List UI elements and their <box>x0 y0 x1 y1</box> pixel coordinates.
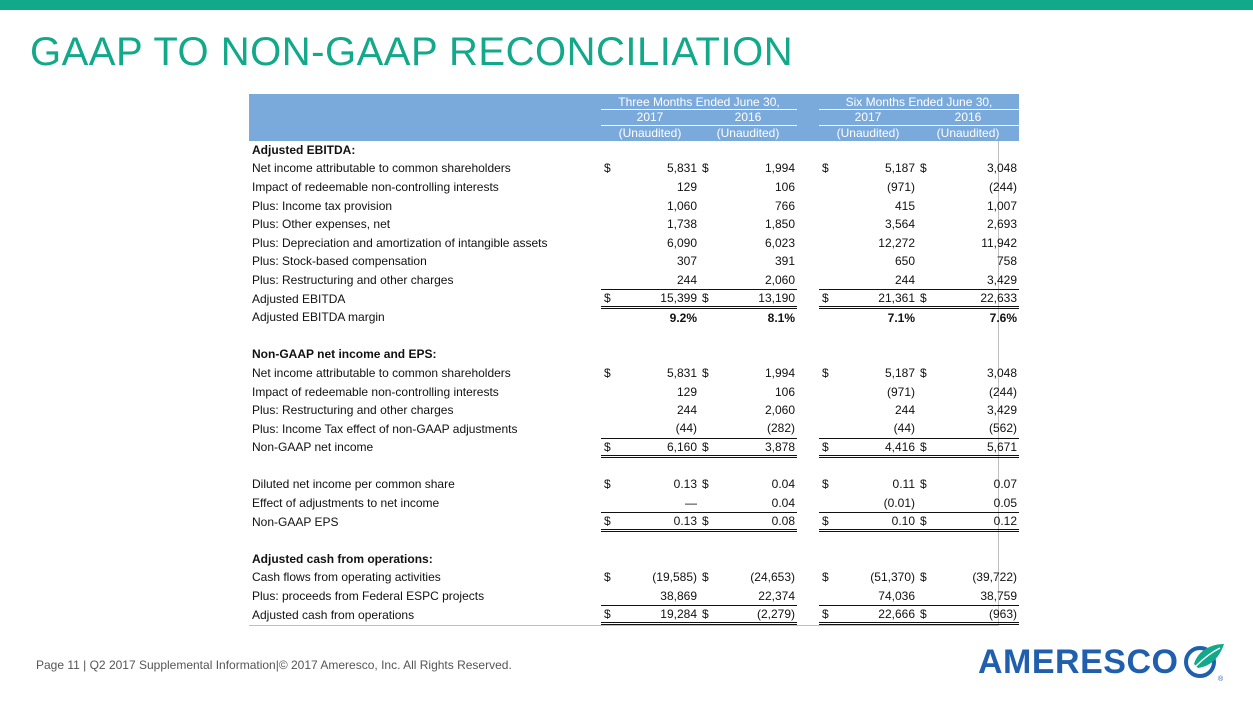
row-label: Diluted net income per common share <box>252 477 455 492</box>
dollar-sign <box>917 233 937 252</box>
dollar-sign: $ <box>604 477 611 492</box>
dollar-sign <box>699 196 719 215</box>
table-row <box>249 401 1019 420</box>
value-cell: 6,090 <box>666 235 697 250</box>
dollar-sign: $ <box>699 289 719 308</box>
value-cell: 0.07 <box>993 477 1018 492</box>
value-cell: 6,023 <box>764 235 795 250</box>
value-cell: (963) <box>937 605 1019 624</box>
dollar-sign <box>601 215 621 234</box>
header-year: 2017 <box>819 110 917 126</box>
dollar-sign <box>699 252 719 271</box>
row-label: Plus: Income tax provision <box>252 198 393 213</box>
row-label: Plus: Depreciation and amortization of intangible assets <box>252 235 548 250</box>
value-cell: 2,060 <box>764 403 795 418</box>
value-cell: 6,160 <box>621 438 699 457</box>
value-cell: 129 <box>676 384 697 399</box>
dollar-sign <box>699 233 719 252</box>
dollar-sign <box>699 382 719 401</box>
value-cell: 0.10 <box>839 512 917 531</box>
value-cell: (51,370) <box>870 570 915 585</box>
row-label: Plus: proceeds from Federal ESPC projects <box>252 589 485 604</box>
dollar-sign <box>699 178 719 197</box>
row-label: Plus: Restructuring and other charges <box>252 403 454 418</box>
dollar-sign <box>601 196 621 215</box>
dollar-sign <box>699 419 719 438</box>
header-row-years <box>249 110 1019 126</box>
value-cell: 0.12 <box>937 512 1019 531</box>
value-cell: 3,429 <box>986 403 1018 418</box>
table-row <box>249 215 1019 234</box>
table-row <box>249 252 1019 271</box>
dollar-sign <box>917 215 937 234</box>
row-label: Plus: Stock-based compensation <box>252 254 427 269</box>
header-unaudited: (Unaudited) <box>917 125 1019 141</box>
section-heading: Non-GAAP net income and EPS: <box>252 347 437 362</box>
value-cell: (971) <box>886 179 915 194</box>
dollar-sign <box>917 178 937 197</box>
reconciliation-table <box>249 94 1018 626</box>
value-cell: 758 <box>996 254 1018 269</box>
footer-text: Page 11 | Q2 2017 Supplemental Information|© 2017 Ameresco, Inc. All Rights Reserved. <box>36 658 512 672</box>
value-cell: 13,190 <box>719 289 797 308</box>
dollar-sign <box>601 419 621 438</box>
dollar-sign: $ <box>819 438 839 457</box>
table-row <box>249 587 1019 606</box>
value-cell: 1,850 <box>764 217 795 232</box>
dollar-sign: $ <box>819 289 839 308</box>
dollar-sign <box>819 587 839 606</box>
total-row <box>249 438 1019 457</box>
header-row-periods <box>249 94 1019 110</box>
dollar-sign <box>819 382 839 401</box>
dollar-sign <box>917 587 937 606</box>
table-row <box>249 308 1019 327</box>
dollar-sign: $ <box>601 605 621 624</box>
table-row <box>249 568 1019 587</box>
table-row <box>249 178 1019 197</box>
dollar-sign: $ <box>917 289 937 308</box>
dollar-sign <box>819 419 839 438</box>
header-year: 2016 <box>699 110 797 126</box>
dollar-sign <box>819 233 839 252</box>
dollar-sign <box>601 308 621 327</box>
globe-leaf-icon <box>1180 640 1228 684</box>
header-row-unaudited <box>249 125 1019 141</box>
value-cell: 11,942 <box>981 235 1018 250</box>
value-cell: 22,633 <box>937 289 1019 308</box>
value-cell: (971) <box>886 384 915 399</box>
value-cell: 415 <box>894 198 915 213</box>
value-cell: 1,060 <box>666 198 697 213</box>
row-label: Net income attributable to common shareholders <box>252 365 511 380</box>
value-cell: 1,994 <box>764 365 795 380</box>
dollar-sign <box>819 271 839 290</box>
total-row <box>249 605 1019 624</box>
total-row <box>249 512 1019 531</box>
dollar-sign: $ <box>601 289 621 308</box>
top-accent-bar <box>0 0 1253 10</box>
section-heading-row <box>249 141 1019 160</box>
value-cell: (44) <box>839 419 917 438</box>
dollar-sign: $ <box>819 605 839 624</box>
logo-wordmark: AMERESCO <box>978 642 1179 681</box>
dollar-sign <box>917 252 937 271</box>
value-cell: 5,831 <box>666 161 697 176</box>
dollar-sign <box>917 271 937 290</box>
value-cell: 0.05 <box>937 494 1019 513</box>
dollar-sign <box>601 178 621 197</box>
value-cell: 244 <box>676 403 697 418</box>
value-cell: 5,187 <box>884 161 915 176</box>
dollar-sign: $ <box>699 512 719 531</box>
value-cell: 129 <box>676 179 697 194</box>
row-label: Effect of adjustments to net income <box>252 496 440 511</box>
row-label: Plus: Income Tax effect of non-GAAP adjustments <box>252 421 518 436</box>
value-cell: 0.08 <box>719 512 797 531</box>
table-row <box>249 159 1019 178</box>
value-cell: (0.01) <box>839 494 917 513</box>
value-cell: (244) <box>989 384 1018 399</box>
total-row <box>249 289 1019 308</box>
row-label: Plus: Restructuring and other charges <box>252 272 454 287</box>
dollar-sign <box>699 308 719 327</box>
dollar-sign <box>601 271 621 290</box>
value-cell: 1,738 <box>666 217 697 232</box>
value-cell: 3,878 <box>719 438 797 457</box>
value-cell: 106 <box>774 179 795 194</box>
section-heading: Adjusted cash from operations: <box>252 551 433 566</box>
value-cell: 0.13 <box>673 477 697 492</box>
value-cell: 3,429 <box>937 271 1019 290</box>
dollar-sign <box>819 308 839 327</box>
row-label: Non-GAAP net income <box>252 440 374 455</box>
value-cell: 7.1% <box>887 310 915 325</box>
value-cell: (44) <box>621 419 699 438</box>
value-cell: 3,048 <box>986 161 1018 176</box>
dollar-sign <box>917 401 937 420</box>
header-unaudited: (Unaudited) <box>699 125 797 141</box>
dollar-sign <box>601 401 621 420</box>
dollar-sign <box>601 252 621 271</box>
header-unaudited: (Unaudited) <box>819 125 917 141</box>
value-cell: 0.13 <box>621 512 699 531</box>
value-cell: 391 <box>774 254 795 269</box>
value-cell: 3,564 <box>884 217 915 232</box>
dollar-sign: $ <box>917 512 937 531</box>
value-cell: 1,994 <box>764 161 795 176</box>
dollar-sign: $ <box>699 605 719 624</box>
row-label: Net income attributable to common shareholders <box>252 161 511 176</box>
dollar-sign <box>699 271 719 290</box>
row-label: Plus: Other expenses, net <box>252 217 391 232</box>
value-cell: 766 <box>774 198 795 213</box>
value-cell: 3,048 <box>986 365 1018 380</box>
dollar-sign: $ <box>822 161 829 176</box>
table-row <box>249 233 1019 252</box>
dollar-sign <box>601 587 621 606</box>
header-unaudited: (Unaudited) <box>601 125 699 141</box>
value-cell: 12,272 <box>878 235 915 250</box>
value-cell: 244 <box>621 271 699 290</box>
table-row <box>249 364 1019 383</box>
value-cell: 74,036 <box>839 587 917 606</box>
dollar-sign: $ <box>920 570 927 585</box>
value-cell: 5,831 <box>666 365 697 380</box>
value-cell: (244) <box>989 179 1018 194</box>
value-cell: 38,759 <box>937 587 1019 606</box>
dollar-sign <box>917 419 937 438</box>
table-row <box>249 196 1019 215</box>
row-label: Non-GAAP EPS <box>252 514 339 529</box>
dollar-sign <box>917 494 937 513</box>
dollar-sign: $ <box>702 161 709 176</box>
dollar-sign <box>699 401 719 420</box>
row-label: Cash flows from operating activities <box>252 570 441 585</box>
row-label: Adjusted cash from operations <box>252 607 415 622</box>
section-heading: Adjusted EBITDA: <box>252 142 356 157</box>
dollar-sign: $ <box>920 365 927 380</box>
value-cell: 2,060 <box>719 271 797 290</box>
dollar-sign: $ <box>917 438 937 457</box>
dollar-sign <box>819 252 839 271</box>
row-label: Adjusted EBITDA <box>252 291 346 306</box>
value-cell: 1,007 <box>986 198 1018 213</box>
value-cell: 0.04 <box>771 477 795 492</box>
value-cell: — <box>621 494 699 513</box>
dollar-sign <box>917 382 937 401</box>
header-year: 2017 <box>601 110 699 126</box>
dollar-sign: $ <box>604 365 611 380</box>
table-row <box>249 494 1019 513</box>
value-cell: 650 <box>894 254 915 269</box>
dollar-sign: $ <box>699 438 719 457</box>
row-label: Impact of redeemable non-controlling interests <box>252 384 499 399</box>
value-cell: 0.11 <box>892 477 915 492</box>
dollar-sign <box>819 215 839 234</box>
value-cell: (24,653) <box>750 570 795 585</box>
dollar-sign <box>917 308 937 327</box>
table-row <box>249 475 1019 494</box>
value-cell: 9.2% <box>669 310 697 325</box>
value-cell: 0.04 <box>719 494 797 513</box>
value-cell: 38,869 <box>621 587 699 606</box>
value-cell: (39,722) <box>972 570 1018 585</box>
dollar-sign <box>819 401 839 420</box>
value-cell: 5,187 <box>884 365 915 380</box>
value-cell: (19,585) <box>652 570 697 585</box>
dollar-sign <box>699 494 719 513</box>
registered-mark: ® <box>1218 676 1224 683</box>
value-cell: 244 <box>839 271 917 290</box>
dollar-sign: $ <box>822 365 829 380</box>
value-cell: 307 <box>676 254 697 269</box>
dollar-sign: $ <box>702 365 709 380</box>
dollar-sign <box>917 196 937 215</box>
dollar-sign <box>819 178 839 197</box>
dollar-sign <box>819 196 839 215</box>
dollar-sign <box>601 494 621 513</box>
section-heading-row <box>249 345 1019 364</box>
value-cell: 22,374 <box>719 587 797 606</box>
dollar-sign: $ <box>920 161 927 176</box>
value-cell: 2,693 <box>986 217 1018 232</box>
dollar-sign <box>699 587 719 606</box>
page-title: GAAP TO NON-GAAP RECONCILIATION <box>30 30 794 74</box>
value-cell: 5,671 <box>937 438 1019 457</box>
dollar-sign: $ <box>601 438 621 457</box>
spacer-row <box>249 531 1019 550</box>
header-three-months: Three Months Ended June 30, <box>601 94 797 110</box>
section-heading-row <box>249 550 1019 569</box>
ameresco-logo <box>978 640 1228 684</box>
spacer-row <box>249 457 1019 476</box>
dollar-sign <box>819 494 839 513</box>
value-cell: (562) <box>937 419 1019 438</box>
value-cell: 7.6% <box>989 310 1018 325</box>
header-six-months: Six Months Ended June 30, <box>819 94 1019 110</box>
dollar-sign <box>601 382 621 401</box>
value-cell: 106 <box>774 384 795 399</box>
value-cell: 8.1% <box>767 310 795 325</box>
dollar-sign: $ <box>822 477 829 492</box>
table-row <box>249 271 1019 290</box>
header-year: 2016 <box>917 110 1019 126</box>
dollar-sign: $ <box>920 477 927 492</box>
dollar-sign: $ <box>702 477 709 492</box>
dollar-sign: $ <box>917 605 937 624</box>
value-cell: 19,284 <box>621 605 699 624</box>
value-cell: 4,416 <box>839 438 917 457</box>
value-cell: (282) <box>719 419 797 438</box>
dollar-sign: $ <box>819 512 839 531</box>
spacer-row <box>249 326 1019 345</box>
row-label: Impact of redeemable non-controlling interests <box>252 179 499 194</box>
dollar-sign: $ <box>822 570 829 585</box>
table-row <box>249 419 1019 438</box>
dollar-sign <box>699 215 719 234</box>
value-cell: 21,361 <box>839 289 917 308</box>
value-cell: (2,279) <box>719 605 797 624</box>
dollar-sign: $ <box>604 570 611 585</box>
row-label: Adjusted EBITDA margin <box>252 310 385 325</box>
dollar-sign: $ <box>601 512 621 531</box>
dollar-sign <box>601 233 621 252</box>
table-row <box>249 382 1019 401</box>
value-cell: 22,666 <box>839 605 917 624</box>
value-cell: 15,399 <box>621 289 699 308</box>
dollar-sign: $ <box>702 570 709 585</box>
dollar-sign: $ <box>604 161 611 176</box>
value-cell: 244 <box>894 403 915 418</box>
